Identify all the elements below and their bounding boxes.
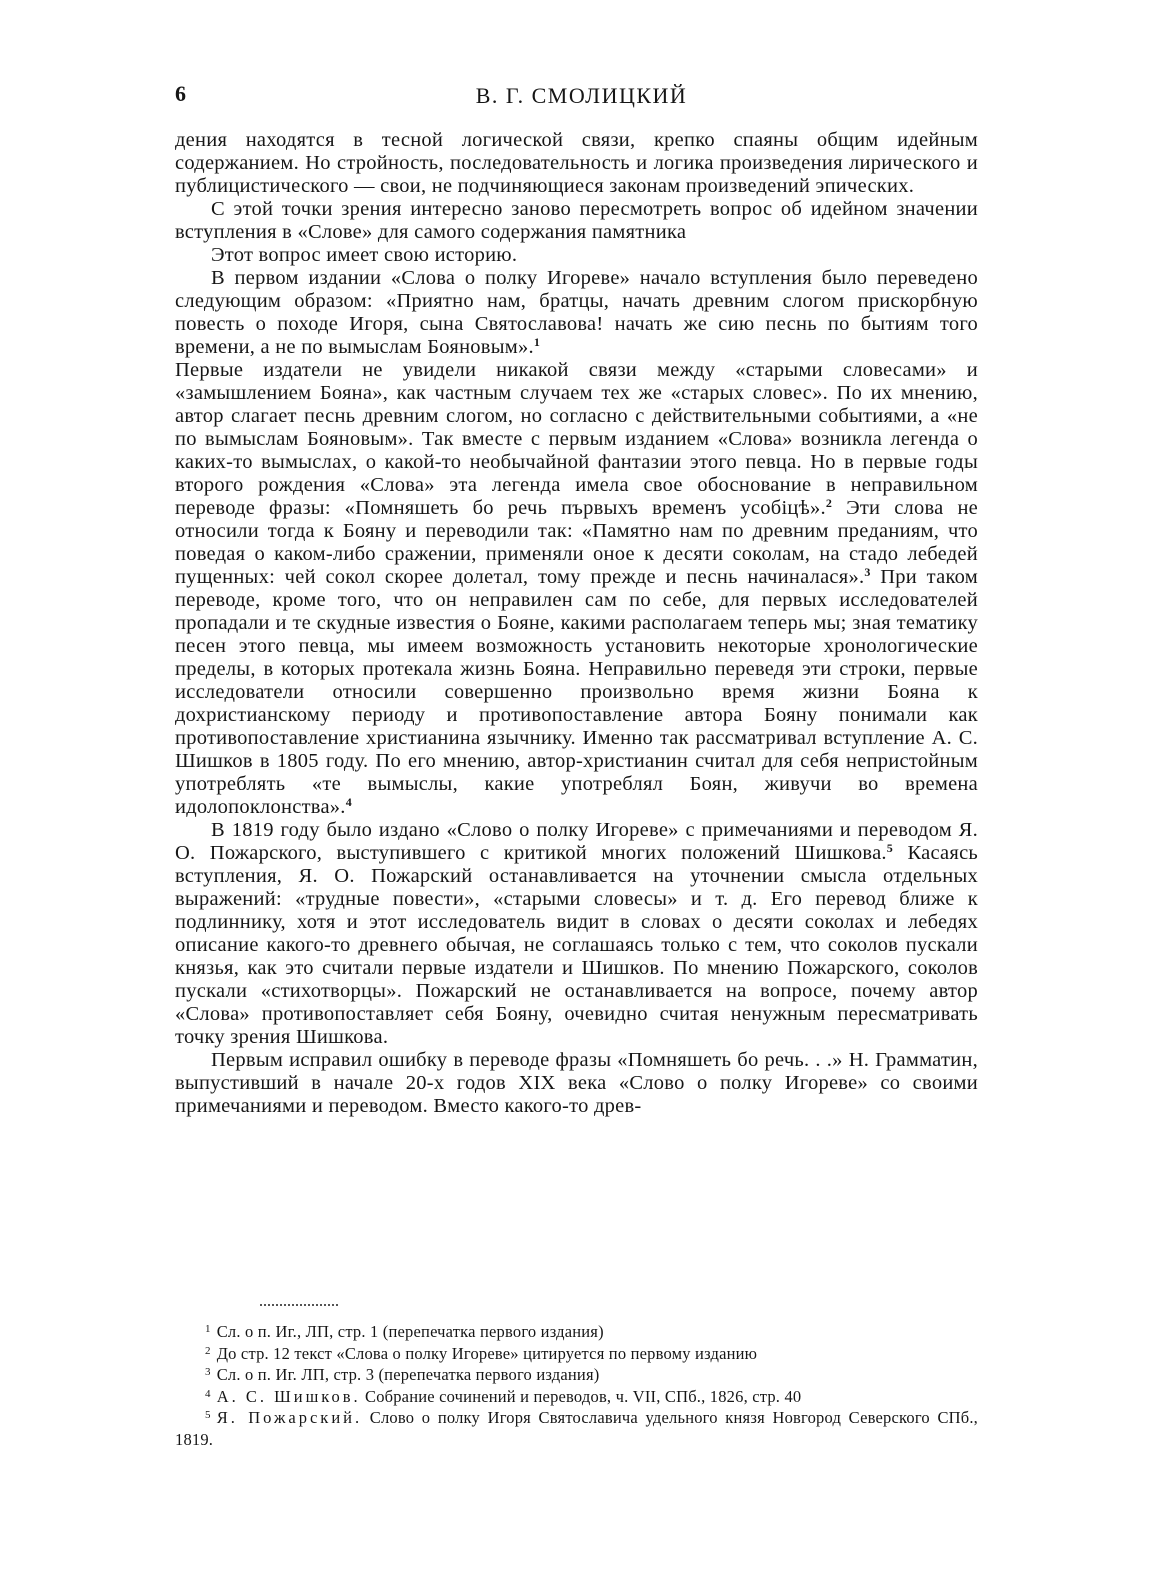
footnote: $^1$ Сл. о п. Иг., ЛП, стр. 1 (перепечатка первого издания) [205,1322,604,1341]
paragraph: Этот вопрос имеет свою историю. [211,244,518,266]
footnote: $^4$ А. С. Шишков. Собрание сочинений и переводов, ч. VII, СПб., 1826, стр. 40 [205,1386,802,1406]
footnote-ref: 5 [886,841,894,855]
page-number: 6 [175,81,186,106]
footnotes [175,1321,978,1450]
footnote-ref: 1 [533,335,541,349]
footnote: $^5$ Я. Пожарский. Слово о полку Игоря Святославича удельного князя Новгород Северского СПб., 1819. [175,1408,979,1449]
paragraph: С этой точки зрения интересно заново пересмотреть вопрос об идейном значении вступления в «Слове» для самого содержания памятника [175,198,978,243]
paragraph: В 1819 году было издано «Слово о полку Игореве» с примечаниями и переводом Я. О. Пожарского, выступившего с критикой многих положений Шишкова.$^5$ Касаясь вступления, Я. О. Пожарский останавливается на уточнении смысла отдельных выражений: «трудные повести», «старыми словесы» и т. д. Его перевод ближе к подлиннику, хотя и этот исследователь видит в словах о десяти соколах и лебедях описание какого-то древнего обычая, не соглашаясь только с тем, что соколов пускали князья, как это считали первые издатели и Шишков. По мнению Пожарского, соколов пускали «стихотворцы». Пожарский не останавливается на вопросе, почему автор «Слова» противопоставляет себя Бояну, очевидно считая ненужным пересматривать точку зрения Шишкова. [175,819,979,1048]
paragraph: Первые издатели не увидели никакой связи между «старыми словесами» и «замышлением Бояна», как частным случаем тех же «старых словес». По их мнению, автор слагает песнь древним слогом, но согласно с действительными событиями, а «не по вымыслам Бояновым». Так вместе с первым изданием «Слова» возникла легенда о каких-то вымыслах, о какой-то необычайной фантазии этого певца. Но в первые годы второго рождения «Слова» эта легенда имела свое обоснование в неправильном переводе фразы: «Помняшеть бо речь първыхъ временъ усобіцѣ».$^2$ Эти слова не относили тогда к Бояну и переводили так: «Памятно нам по древним преданиям, что поведая о каком-либо сражении, применяли оное к десяти соколам, на стадо лебедей пущенных: чей сокол скорее долетал, тому прежде и песнь начиналася».$^3$ При таком переводе, кроме того, что он неправилен сам по себе, для первых исследователей пропадали и те скудные известия о Бояне, какими располагаем теперь мы; зная тематику песен этого певца, мы имеем возможность установить некоторые хронологические пределы, в которых протекала жизнь Бояна. Неправильно переведя эти строки, первые исследователи относили совершенно произвольно время жизни Бояна к дохристианскому периоду и противопоставление автора Бояну понимали как противопоставление христианина язычнику. Именно так рассматривал вступление А. С. Шишков в 1805 году. По его мнению, автор-христианин считал для себя непристойным употреблять «те вымыслы, какие употреблял Боян, живучи во времена идолопоклонства».$^4$ [175,359,979,818]
paragraph: Первым исправил ошибку в переводе фразы «Помняшеть бо речь. . .» Н. Грамматин, выпустивший в начале 20-х годов XIX века «Слово о полку Игореве» со своими примечаниями и переводом. Вместо какого-то древ- [175,1049,978,1117]
footnote: $^2$ До стр. 12 текст «Слова о полку Игореве» цитируется по первому изданию [205,1343,758,1363]
footnote-separator [260,1304,338,1306]
footnote-ref: 2 [825,496,833,510]
running-title: В. Г. СМОЛИЦКИЙ [475,83,688,108]
body-text [175,129,978,1118]
footnote-ref: 3 [864,565,871,579]
paragraph: В первом издании «Слова о полку Игореве» начало вступления было переведено следующим образом: «Приятно нам, братцы, начать древним слогом прискорбную повесть о походе Игоря, сына Святославова! начать же сию песнь по бытиям того времени, а не по вымыслам Бояновым».$^1$ [175,267,978,358]
footnote-ref: 4 [345,795,352,809]
paragraph: дения находятся в тесной логической связи, крепко спаяны общим идейным содержанием. Но стройность, последовательность и логика произведения лирического и публицистического — свои, не подчиняющиеся законам произведений эпических. [175,129,978,197]
footnote: $^3$ Сл. о п. Иг. ЛП, стр. 3 (перепечатка первого издания) [205,1365,600,1384]
